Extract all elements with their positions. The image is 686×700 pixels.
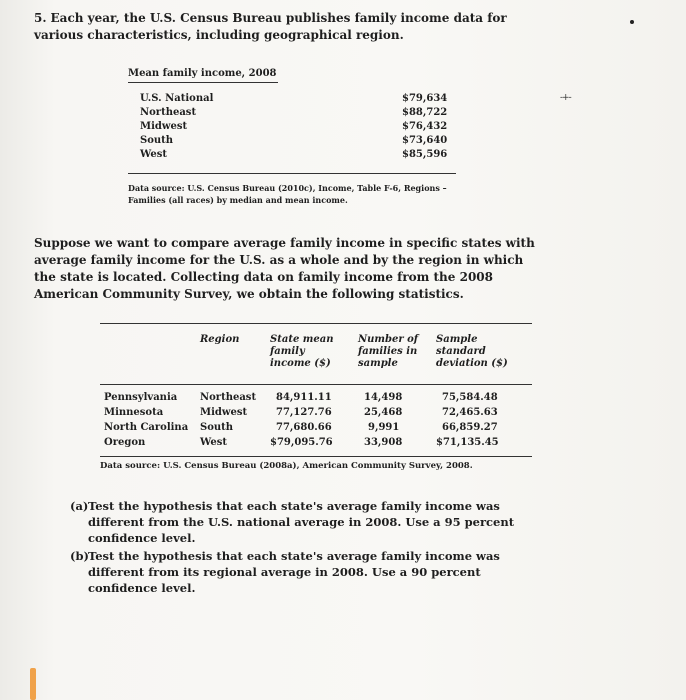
header-mean: State mean family income ($) [270, 334, 334, 369]
header-region: Region [200, 334, 240, 345]
table1-row [140, 107, 458, 121]
problem-number: 5. [34, 11, 47, 25]
cell-sd: $71,135.45 [436, 437, 499, 448]
table2-mid-rule [100, 384, 532, 385]
cell-state: North Carolina [104, 422, 189, 433]
cell-mean: 77,680.66 [276, 422, 332, 433]
row-value: $73,640 [402, 135, 448, 146]
row-label: South [140, 135, 174, 146]
table-row [100, 392, 532, 407]
header-sd: Sample standard deviation ($) [436, 334, 508, 369]
cell-families: 33,908 [364, 437, 403, 448]
question-item [70, 548, 540, 596]
setup-paragraph: Suppose we want to compare average family income in specific states with average family income for the U.S. as a whole and by the region in which the state is located. Collecting data on family income from the 2008 American Community Survey, we obtain the following statistics. [34, 236, 535, 301]
row-value: $85,596 [402, 149, 448, 160]
table1-row [140, 149, 458, 163]
row-label: Northeast [140, 107, 197, 118]
table1-row [140, 121, 458, 135]
cell-families: 14,498 [364, 392, 403, 403]
table2-source: Data source: U.S. Census Bureau (2008a), American Community Survey, 2008. [100, 461, 473, 471]
cell-region: Midwest [200, 407, 248, 418]
table-row [100, 407, 532, 422]
cell-state: Oregon [104, 437, 146, 448]
cell-families: 25,468 [364, 407, 403, 418]
table2-body [100, 392, 532, 456]
margin-mark-icon: -+- [560, 93, 571, 103]
cell-mean: $79,095.76 [270, 437, 333, 448]
table2-header [100, 324, 532, 384]
regional-income-table [128, 68, 458, 206]
cell-sd: 72,465.63 [442, 407, 498, 418]
cell-state: Pennsylvania [104, 392, 178, 403]
row-value: $76,432 [402, 121, 448, 132]
cell-sd: 66,859.27 [442, 422, 498, 433]
intro-text: Each year, the U.S. Census Bureau publishes family income data for various characteristics, including geographical region. [34, 11, 507, 42]
table1-source: Data source: U.S. Census Bureau (2010c), Income, Table F-6, Regions – Families (all races) by median and mean income. [128, 183, 447, 205]
question-text: Test the hypothesis that each state's average family income was different from its regional average in 2008. Use a 90 percent confidence level. [88, 549, 500, 595]
question-label: (b) [70, 549, 89, 563]
page-edge-strip [30, 668, 36, 700]
cell-families: 9,991 [368, 422, 400, 433]
row-value: $88,722 [402, 107, 448, 118]
questions-list [70, 498, 540, 598]
header-families: Number of families in sample [358, 334, 419, 369]
table-row [100, 437, 532, 452]
table1-row [140, 93, 458, 107]
cell-region: South [200, 422, 234, 433]
question-label: (a) [70, 499, 89, 513]
row-label: Midwest [140, 121, 188, 132]
question-item [70, 498, 540, 546]
cell-sd: 75,584.48 [442, 392, 498, 403]
cell-region: West [200, 437, 228, 448]
row-value: $79,634 [402, 93, 448, 104]
cell-mean: 77,127.76 [276, 407, 332, 418]
cell-mean: 84,911.11 [276, 392, 332, 403]
table1-rows [140, 93, 458, 163]
intro-paragraph [34, 10, 554, 44]
question-text: Test the hypothesis that each state's average family income was different from the U.S. national average in 2008. Use a 95 percent confidence level. [88, 499, 515, 545]
table2-bottom-rule [100, 456, 532, 457]
cell-state: Minnesota [104, 407, 164, 418]
row-label: West [140, 149, 168, 160]
row-label: U.S. National [140, 93, 214, 104]
table1-row [140, 135, 458, 149]
table-row [100, 422, 532, 437]
state-income-table [100, 323, 532, 471]
speck-mark [630, 20, 634, 24]
cell-region: Northeast [200, 392, 257, 403]
table1-rule [128, 173, 456, 174]
table1-title: Mean family income, 2008 [128, 68, 278, 83]
